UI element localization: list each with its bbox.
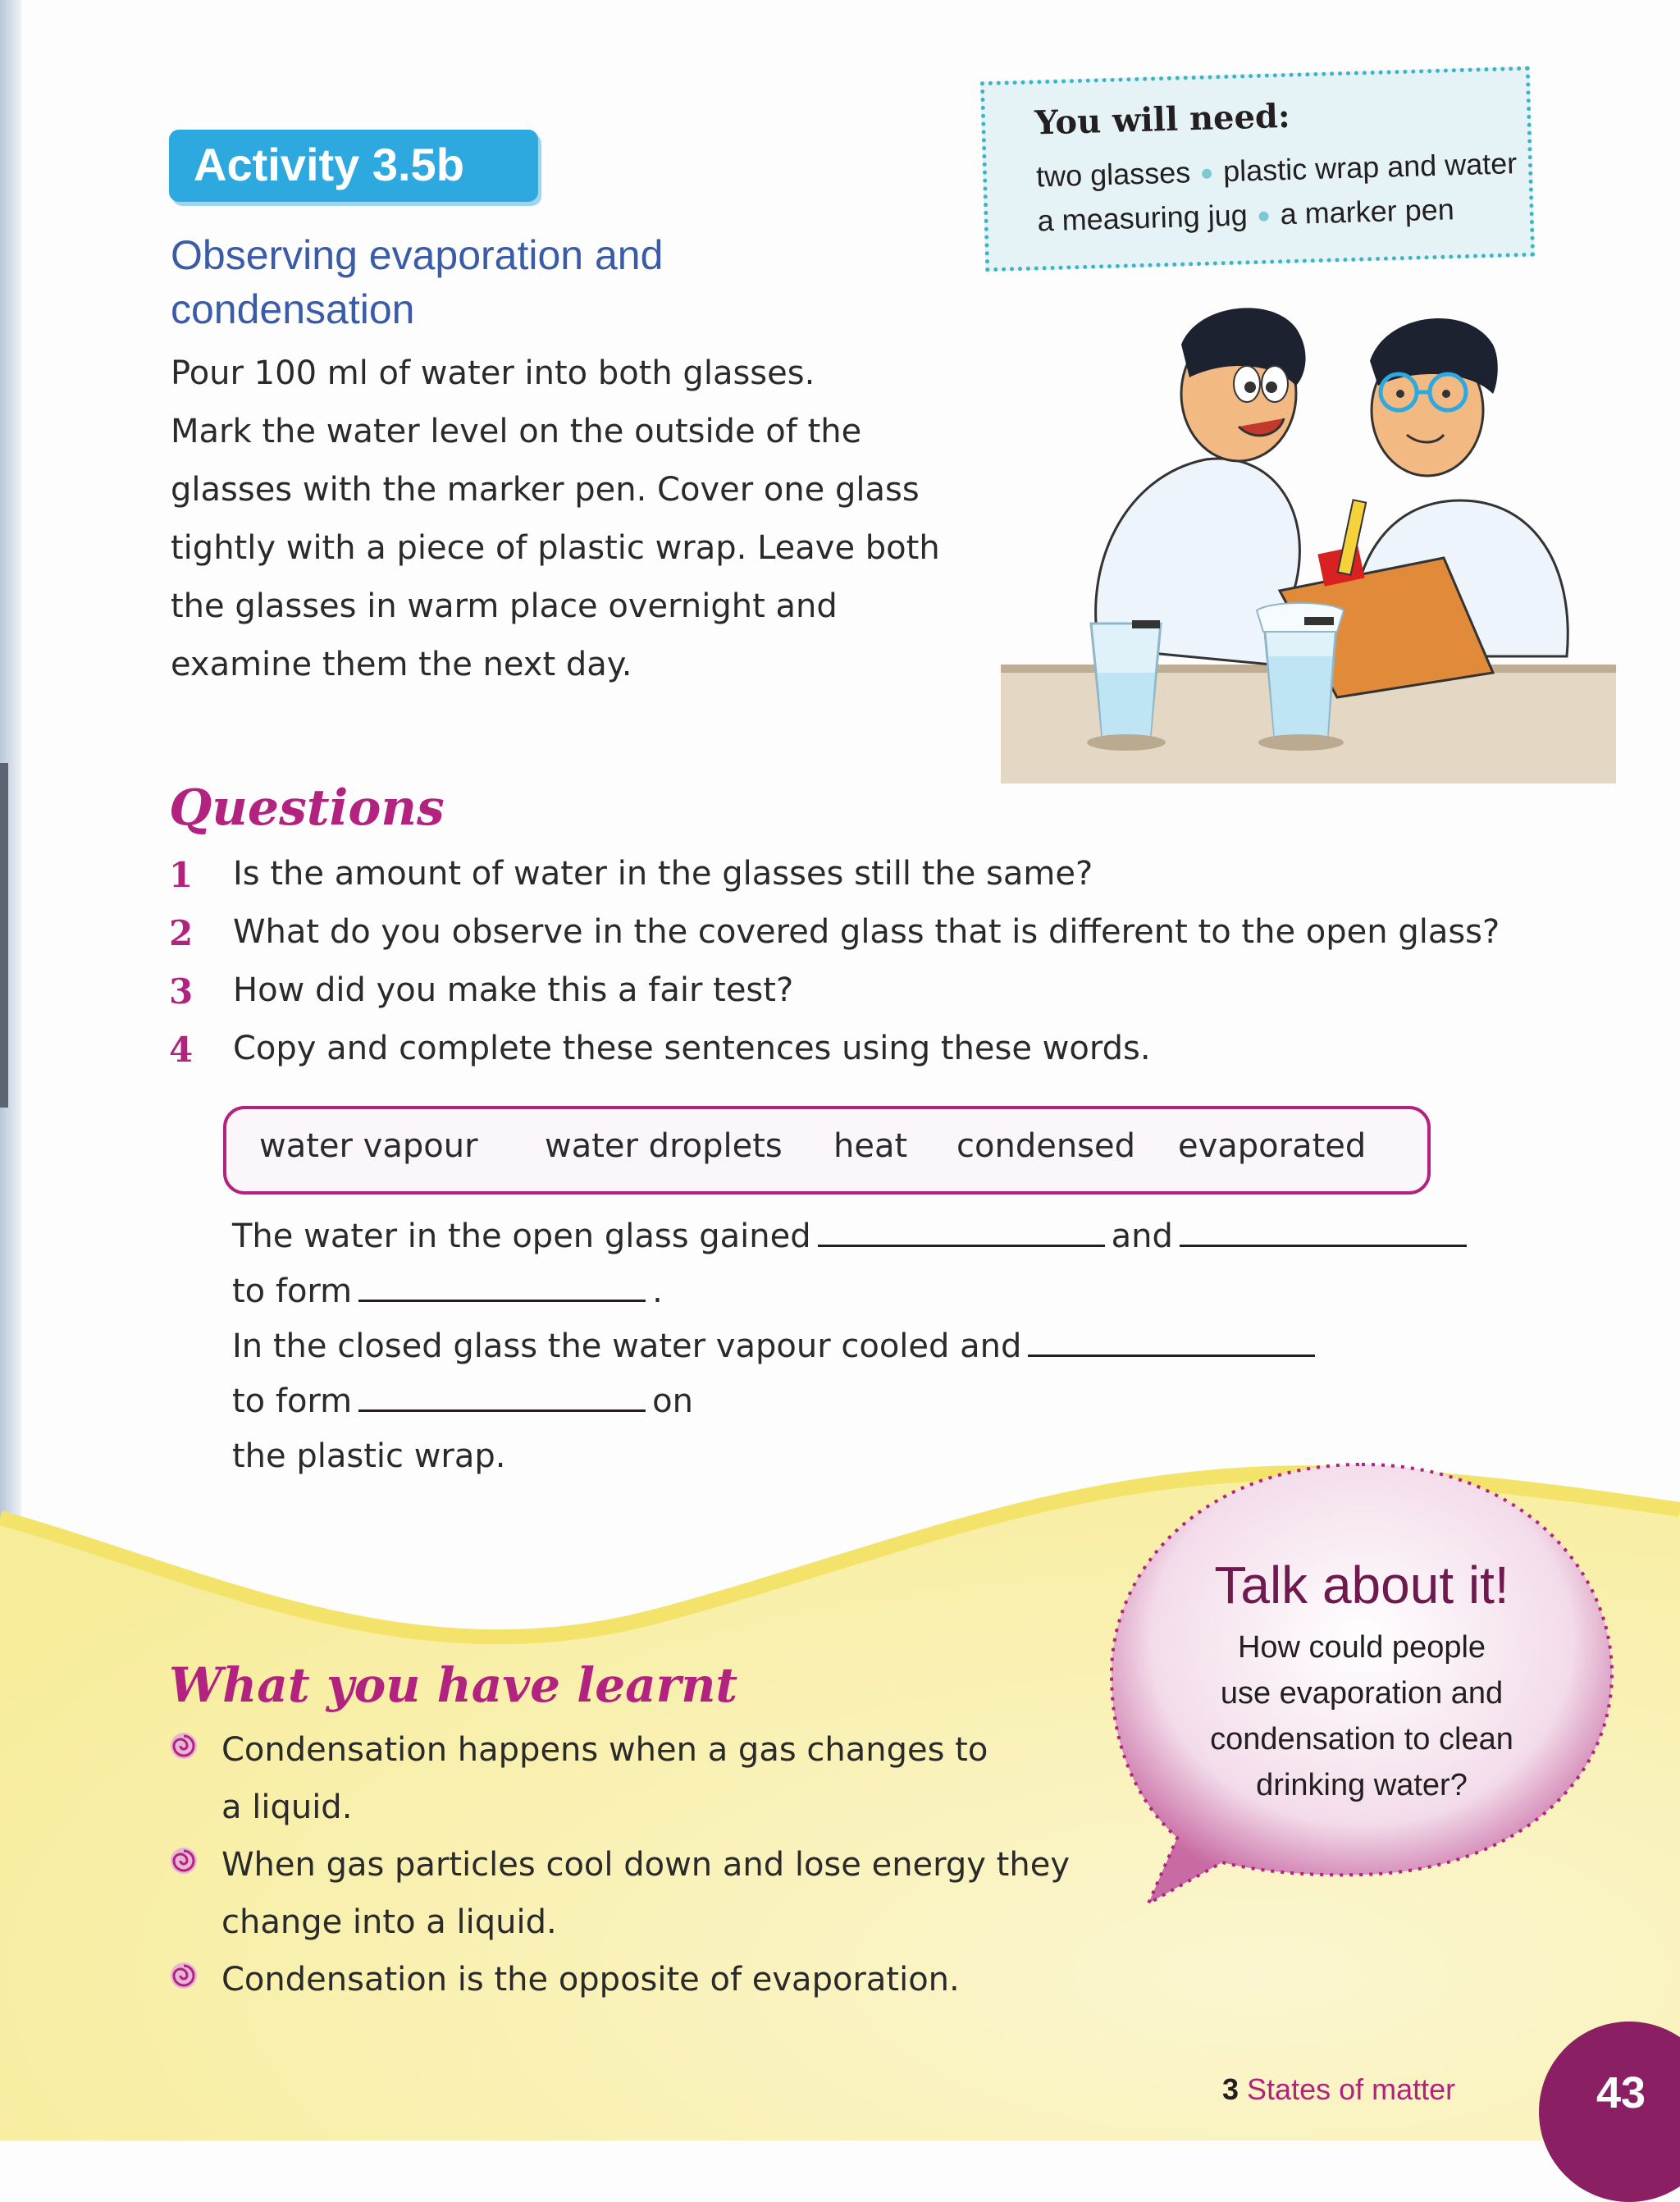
instruction-line: tightly with a piece of plastic wrap. Leave both — [171, 529, 940, 567]
answer-blank — [818, 1225, 1105, 1247]
answer-blank — [358, 1390, 646, 1412]
word-bank-item: condensed — [956, 1127, 1136, 1165]
need-line-2 — [1037, 192, 1454, 238]
answer-blank — [1180, 1225, 1467, 1247]
instruction-line: examine them the next day. — [171, 646, 632, 683]
question-text: Copy and complete these sentences using these words. — [233, 1030, 1151, 1067]
activity-title-line2: condensation — [171, 286, 415, 332]
question-item — [169, 913, 1564, 971]
learnt-line: change into a liquid. — [221, 1903, 557, 1941]
question-item — [169, 1030, 1564, 1087]
question-item — [169, 855, 1564, 912]
page-number: 43 — [1596, 2068, 1646, 2117]
bullet-dot-icon — [1202, 169, 1212, 179]
swirl-bullet-icon — [169, 1846, 199, 1875]
fill-sentence — [232, 1217, 1473, 1275]
activity-instructions — [171, 345, 991, 694]
need-item: two glasses — [1035, 155, 1191, 194]
sentence-text: to form — [232, 1382, 353, 1420]
question-item — [169, 971, 1564, 1029]
question-number: 4 — [169, 1030, 194, 1070]
question-text: How did you make this a fair test? — [233, 971, 794, 1009]
talk-title: Talk about it! — [1214, 1556, 1509, 1615]
need-line-1 — [1036, 146, 1518, 194]
question-number: 2 — [169, 913, 194, 953]
question-text: Is the amount of water in the glasses still the same? — [233, 855, 1093, 893]
answer-blank — [1028, 1335, 1315, 1357]
chapter-number: 3 — [1222, 2072, 1239, 2106]
swirl-bullet-icon — [169, 1961, 199, 1990]
activity-badge — [169, 130, 538, 202]
word-bank-item: water droplets — [545, 1127, 783, 1165]
learnt-heading: What you have learnt — [169, 1657, 738, 1713]
fill-sentence — [232, 1327, 1322, 1385]
question-number: 1 — [169, 855, 194, 895]
need-item: a measuring jug — [1037, 198, 1249, 238]
talk-line: drinking water? — [1256, 1768, 1468, 1802]
talk-line: use evaporation and — [1220, 1676, 1504, 1711]
page-binding-shadow — [0, 763, 8, 1108]
learnt-line: a liquid. — [221, 1789, 353, 1826]
instruction-line: the glasses in warm place overnight and — [171, 587, 838, 625]
sentence-text: to form — [232, 1272, 353, 1310]
word-bank-item: heat — [833, 1127, 908, 1165]
sentence-text: The water in the open glass gained — [232, 1217, 811, 1255]
footer-chapter — [1222, 2072, 1455, 2107]
activity-badge-label: Activity 3.5b — [194, 139, 464, 190]
fill-sentence — [232, 1437, 506, 1495]
answer-blank — [358, 1280, 646, 1302]
questions-heading: Questions — [169, 779, 445, 837]
fill-sentence — [232, 1272, 663, 1330]
sentence-text: In the closed glass the water vapour cooled and — [232, 1327, 1022, 1365]
instruction-line: Pour 100 ml of water into both glasses. — [171, 354, 815, 392]
question-text: What do you observe in the covered glass that is different to the open glass? — [233, 913, 1500, 951]
question-number: 3 — [169, 971, 194, 1012]
instruction-line: glasses with the marker pen. Cover one glass — [171, 471, 920, 509]
swirl-bullet-icon — [169, 1731, 199, 1761]
learnt-line: Condensation is the opposite of evaporation. — [221, 1961, 960, 1999]
bullet-dot-icon — [1259, 212, 1269, 222]
you-will-need-title: You will need: — [1034, 96, 1291, 143]
need-item: plastic wrap and water — [1222, 146, 1518, 189]
talk-line: condensation to clean — [1210, 1722, 1513, 1757]
sentence-text: on — [652, 1382, 693, 1420]
fill-sentence — [232, 1382, 693, 1440]
talk-line: How could people — [1237, 1630, 1486, 1665]
talk-question — [1148, 1624, 1575, 1808]
scientists-illustration — [1001, 295, 1616, 783]
sentence-text: and — [1111, 1217, 1173, 1255]
word-bank-item: evaporated — [1178, 1127, 1367, 1165]
learnt-line: When gas particles cool down and lose energy they — [221, 1846, 1070, 1884]
activity-title — [171, 228, 909, 336]
word-bank-item: water vapour — [259, 1127, 478, 1165]
sentence-text: . — [652, 1272, 663, 1310]
chapter-title: States of matter — [1247, 2072, 1456, 2106]
learnt-line: Condensation happens when a gas changes to — [221, 1731, 988, 1769]
you-will-need-box — [980, 66, 1535, 272]
activity-title-line1: Observing evaporation and — [171, 232, 664, 278]
need-item: a marker pen — [1280, 192, 1455, 231]
sentence-text: the plastic wrap. — [232, 1437, 506, 1475]
instruction-line: Mark the water level on the outside of the — [171, 413, 862, 450]
word-bank-box — [223, 1106, 1431, 1195]
